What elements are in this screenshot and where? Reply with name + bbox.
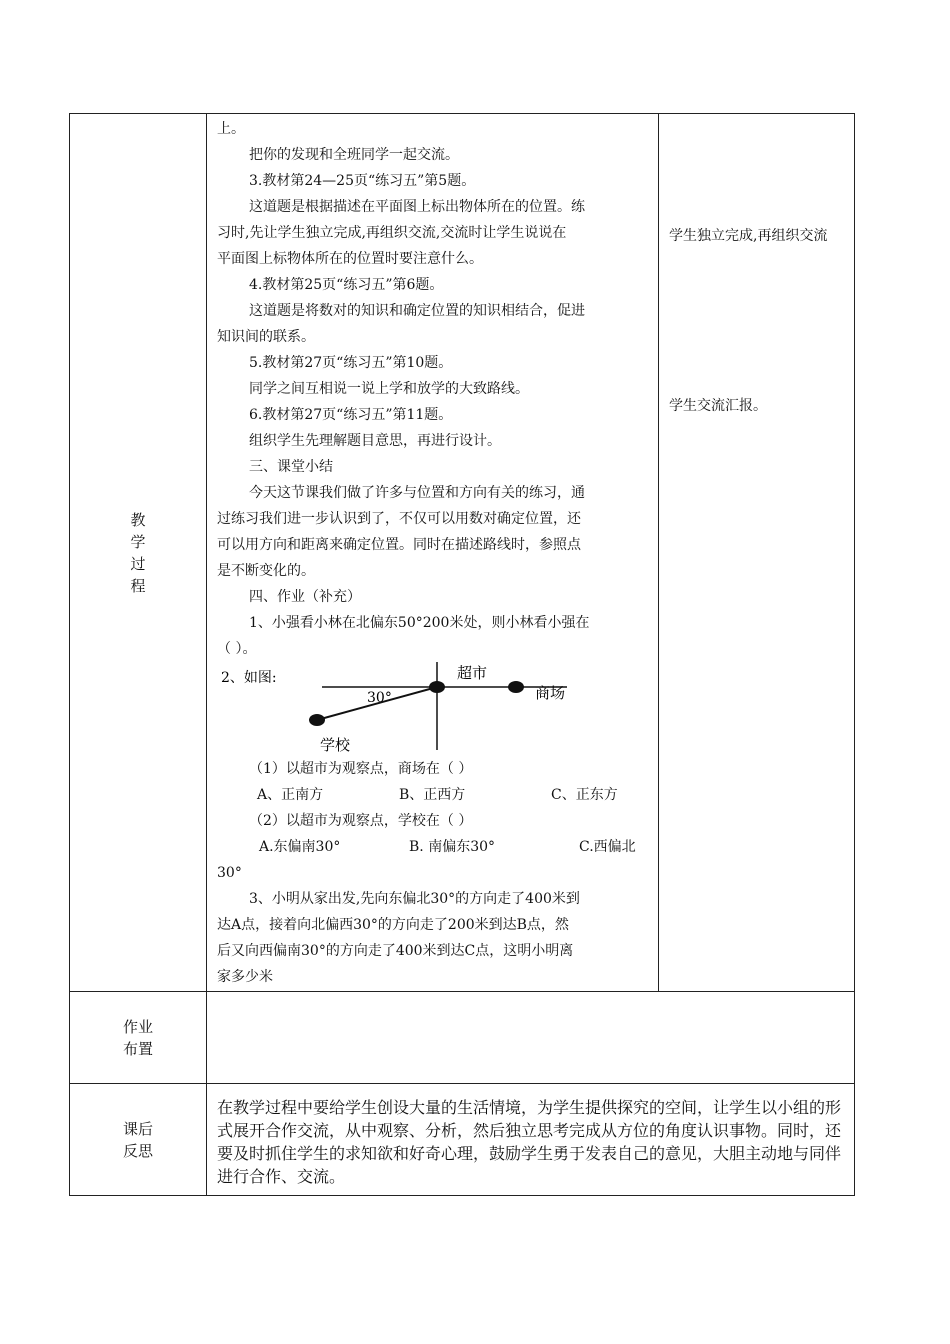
process-line: 可以用方向和距离来确定位置。同时在描述路线时，参照点 <box>217 537 581 553</box>
process-line: （ ）。 <box>217 641 257 657</box>
process-line: 过练习我们进一步认识到了，不仅可以用数对确定位置，还 <box>217 511 581 527</box>
process-line: 6.教材第27页“练习五”第11题。 <box>249 407 453 423</box>
reflection-label <box>69 1083 207 1196</box>
process-line: 上。 <box>217 121 245 137</box>
process-label-char: 程 <box>130 576 146 595</box>
school-point <box>309 714 325 726</box>
process-line: 3.教材第24—25页“练习五”第5题。 <box>249 173 476 189</box>
question-3-line: 3、小明从家出发,先向东偏北30°的方向走了400米到 <box>249 891 580 907</box>
question-1-options <box>217 782 650 808</box>
process-label-char: 教 <box>130 510 146 529</box>
supermarket-point <box>429 681 445 693</box>
process-line: 平面图上标物体所在的位置时要注意什么。 <box>217 251 483 267</box>
school-label: 学校 <box>320 736 351 754</box>
process-line: 1、小强看小林在北偏东50°200米处，则小林看小强在 <box>249 615 590 631</box>
reflection-content <box>206 1083 855 1196</box>
option-c: C、正东方 <box>551 787 618 803</box>
question-3-line: 家多少米 <box>217 969 273 985</box>
section-heading: 四、作业（补充） <box>249 589 361 605</box>
process-line: 5.教材第27页“练习五”第10题。 <box>249 355 453 371</box>
homework-label-line: 布置 <box>122 1039 153 1058</box>
option-a: A、正南方 <box>257 787 324 803</box>
process-line: 是不断变化的。 <box>217 563 315 579</box>
process-line: 今天这节课我们做了许多与位置和方向有关的练习，通 <box>249 485 585 501</box>
question-3-line: 后又向西偏南30°的方向走了400米到达C点，这明小明离 <box>217 943 574 959</box>
question-2-wrap: 30° <box>217 865 242 881</box>
process-line: 同学之间互相说一说上学和放学的大致路线。 <box>249 381 529 397</box>
process-content <box>206 113 659 992</box>
question-2-options <box>217 834 650 860</box>
homework-content <box>206 991 855 1084</box>
direction-diagram <box>217 662 637 756</box>
reflection-text: 在教学过程中要给学生创设大量的生活情境，为学生提供探究的空间，让学生以小组的形式展开合作交流，从中观察、分析，然后独立思考完成从方位的角度认识事物。同时，还要及时抓住学生的求知欲和好奇心理，鼓励学生勇于发表自己的意见，大胆主动地与同伴进行合作、交流。 <box>217 1098 842 1186</box>
process-label <box>69 113 207 992</box>
process-label-char: 过 <box>130 554 146 573</box>
process-line: 习时,先让学生独立完成,再组织交流,交流时让学生说说在 <box>217 225 567 241</box>
question-1: （1）以超市为观察点，商场在（ ） <box>249 761 473 777</box>
process-line: 知识间的联系。 <box>217 329 315 345</box>
side-note: 学生独立完成,再组织交流 <box>669 228 828 244</box>
homework-label <box>69 991 207 1084</box>
option-b: B. 南偏东30° <box>409 839 496 855</box>
figure-prompt: 2、如图: <box>221 670 277 686</box>
mall-point <box>508 681 524 693</box>
question-3-line: 达A点，接着向北偏西30°的方向走了200米到达B点，然 <box>217 917 569 933</box>
lesson-table <box>69 113 855 1196</box>
supermarket-label: 超市 <box>457 664 488 682</box>
reflection-label-line: 反思 <box>122 1141 153 1160</box>
angle-label: 30° <box>367 690 392 706</box>
process-line: 这道题是根据描述在平面图上标出物体所在的位置。练 <box>249 199 585 215</box>
direction-diagram-svg <box>217 662 637 756</box>
side-note: 学生交流汇报。 <box>669 398 767 414</box>
option-a: A.东偏南30° <box>259 839 341 855</box>
process-line: 4.教材第25页“练习五”第6题。 <box>249 277 444 293</box>
process-line: 组织学生先理解题目意思，再进行设计。 <box>249 433 501 449</box>
question-2: （2）以超市为观察点，学校在（ ） <box>249 813 473 829</box>
process-side-notes <box>658 113 855 992</box>
process-label-char: 学 <box>130 532 146 551</box>
mall-label: 商场 <box>535 684 566 702</box>
process-line: 把你的发现和全班同学一起交流。 <box>249 147 459 163</box>
homework-label-line: 作业 <box>122 1017 153 1036</box>
process-line: 这道题是将数对的知识和确定位置的知识相结合，促进 <box>249 303 585 319</box>
option-b: B、正西方 <box>399 787 466 803</box>
section-heading: 三、课堂小结 <box>249 459 333 475</box>
option-c: C.西偏北 <box>579 839 636 855</box>
reflection-label-line: 课后 <box>122 1119 153 1138</box>
